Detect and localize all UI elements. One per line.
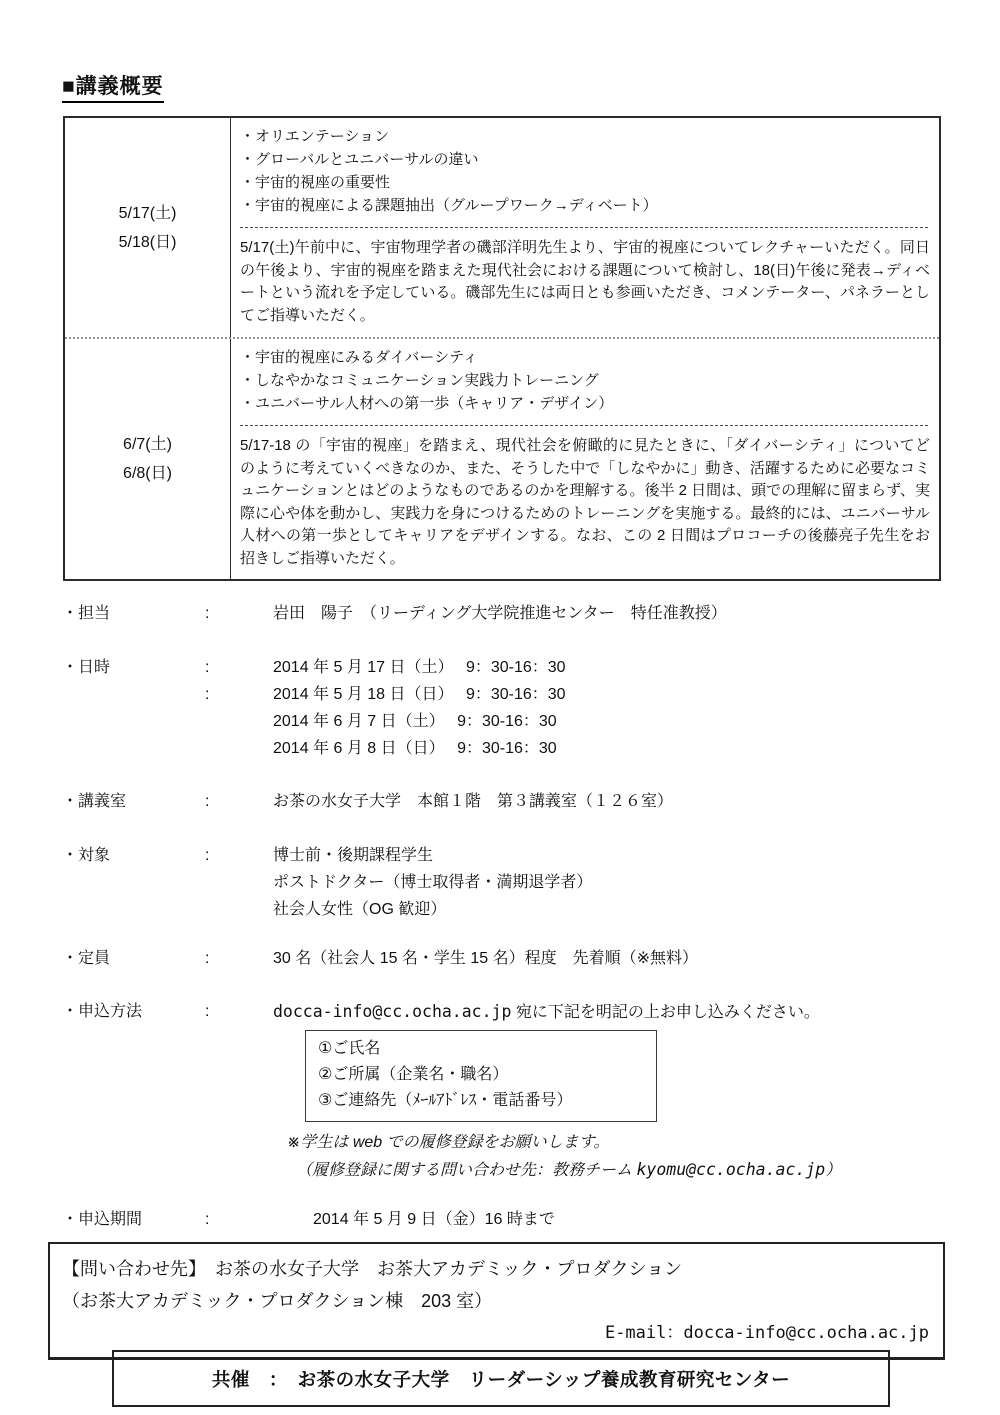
contact-line: 【問い合わせ先】 お茶の水女子大学 お茶大アカデミック・プロダクション [62, 1259, 683, 1279]
date-line: 5/18(日) [118, 233, 177, 251]
date-time-line [205, 654, 944, 681]
date-time-line [205, 735, 944, 762]
date-line: 5/17(土) [118, 204, 177, 222]
detail-label: ・対象 [62, 847, 111, 864]
schedule-table [63, 116, 941, 581]
detail-value: 岩田 陽子 （リーディング大学院推進センター 特任准教授） [273, 605, 727, 622]
date-line: 6/7(土) [123, 436, 172, 453]
details-section [62, 600, 944, 1260]
application-item: ①ご氏名 [318, 1040, 381, 1057]
detail-label: ・日時 [62, 659, 111, 676]
topic-line: ・ユニバーサル人材への第一歩（キャリア・デザイン） [240, 395, 614, 412]
detail-colon: : [205, 950, 210, 967]
target-audience-line: ポストドクター（博士取得者・満期退学者） [273, 874, 593, 891]
detail-colon [205, 708, 273, 735]
detail-colon: : [205, 1211, 210, 1228]
table-row [65, 118, 939, 337]
detail-row-moshikomi [62, 998, 944, 1184]
detail-colon: : [205, 686, 210, 703]
detail-label: ・申込方法 [62, 1003, 143, 1020]
date-time-value: 2014 年 6 月 8 日（日） 9：30-16：30 [273, 740, 557, 757]
detail-row-kikan [62, 1206, 944, 1233]
date-time-line [205, 681, 944, 708]
contact-email: E-mail：docca-info@cc.ocha.ac.jp [604, 1323, 929, 1343]
detail-value: 30 名（社会人 15 名・学生 15 名）程度 先着順（※無料） [273, 950, 699, 967]
date-line: 6/8(日) [123, 465, 172, 482]
application-instruction: 宛に下記を明記の上お申し込みください。 [511, 1004, 820, 1021]
session-description: 5/17-18 の「宇宙的視座」を踏まえ、現代社会を俯瞰的に見たときに、「ダイバーシティ」についてどのように考えていくべきなのか、また、そうした中で「しなやかに」動き、活躍するために必要なコミュニケーションとはどのようなものであるのかを理解する。後半 2 日間は、頭での理解に留まらず、実際に心や体を動かし、実践力を身につけるためのトレーニングを実施する。最終的には、ユニバーサル人材への第一歩としてキャリアをデザインする。なお、この 2 日間はプロコーチの後藤亮子先生をお招きしご指導いただく。 [240, 437, 930, 567]
detail-colon: : [205, 847, 210, 864]
detail-label: ・申込期間 [62, 1211, 143, 1228]
detail-row-kogishitsu [62, 788, 944, 815]
detail-value: 2014 年 5 月 9 日（金）16 時まで [313, 1211, 555, 1228]
session-description: 5/17(土)午前中に、宇宙物理学者の磯部洋明先生より、宇宙的視座についてレクチャーいただく。同日の午後より、宇宙的視座を踏まえた現代社会における課題について検討し、18(日)午後に発表→ディベートという流れを予定している。磯部先生には両日とも参画いただき、コメンテーター、パネラーとしてご指導いただく。 [240, 239, 930, 324]
target-audience-line: 博士前・後期課程学生 [273, 847, 434, 864]
detail-label: ・担当 [62, 605, 111, 622]
detail-value-lines [273, 842, 944, 923]
detail-colon: : [205, 1003, 210, 1020]
page-title: ■講義概要 [62, 70, 164, 103]
detail-row-teiin [62, 945, 944, 972]
topic-line: ・宇宙的視座にみるダイバーシティ [240, 349, 478, 366]
content-cell [231, 118, 939, 337]
kyomu-email: kyomu@cc.ocha.ac.jp [636, 1160, 826, 1179]
application-items-box [305, 1030, 657, 1122]
detail-label: ・定員 [62, 950, 111, 967]
topic-line: ・オリエンテーション [240, 128, 390, 145]
date-time-line [205, 708, 944, 735]
target-audience-line: 社会人女性（OG 歓迎） [273, 901, 447, 918]
application-item: ③ご連絡先（ﾒｰﾙｱﾄﾞﾚｽ・電話番号） [318, 1092, 573, 1109]
date-time-value: 2014 年 6 月 7 日（土） 9：30-16：30 [273, 713, 557, 730]
note-line: ※学生は web での履修登録をお願いします。 [287, 1134, 610, 1151]
application-email: docca-info@cc.ocha.ac.jp [273, 1002, 512, 1021]
detail-value: お茶の水女子大学 本館１階 第３講義室（１２６室） [273, 793, 674, 810]
detail-colon [205, 735, 273, 762]
detail-value [273, 998, 944, 1026]
topic-line: ・宇宙的視座の重要性 [240, 174, 391, 191]
application-item: ②ご所属（企業名・職名） [318, 1066, 509, 1083]
co-host-box [112, 1350, 890, 1407]
dashed-separator [240, 425, 928, 426]
application-method-line [62, 998, 944, 1026]
note-line: （履修登録に関する問い合わせ先：教務チーム kyomu@cc.ocha.ac.jp） [296, 1160, 842, 1179]
detail-colon: : [205, 793, 210, 810]
table-row [65, 337, 939, 579]
topic-line: ・グローバルとユニバーサルの違い [240, 151, 479, 168]
topic-line: ・しなやかなコミュニケーション実践力トレーニング [240, 372, 599, 389]
date-cell [65, 339, 231, 579]
detail-row-taisho [62, 842, 944, 923]
contact-line: （お茶大アカデミック・プロダクション棟 203 室） [62, 1291, 493, 1311]
detail-row-tanto [62, 600, 944, 627]
date-cell [65, 118, 231, 337]
detail-colon: : [205, 659, 210, 676]
content-cell [231, 339, 939, 579]
detail-row-nichiji [62, 654, 944, 762]
date-time-value: 2014 年 5 月 17 日（土） 9：30-16：30 [273, 659, 566, 676]
registration-notes [287, 1129, 944, 1184]
contact-box [48, 1242, 945, 1360]
date-time-list [205, 654, 944, 762]
detail-colon: : [205, 605, 210, 622]
co-host-text: 共催 ： お茶の水女子大学 リーダーシップ養成教育研究センター [211, 1368, 791, 1390]
detail-label: ・講義室 [62, 793, 127, 810]
date-time-value: 2014 年 5 月 18 日（日） 9：30-16：30 [273, 686, 566, 703]
topic-line: ・宇宙的視座による課題抽出（グループワーク→ディベート） [240, 197, 658, 214]
dashed-separator [240, 227, 928, 228]
